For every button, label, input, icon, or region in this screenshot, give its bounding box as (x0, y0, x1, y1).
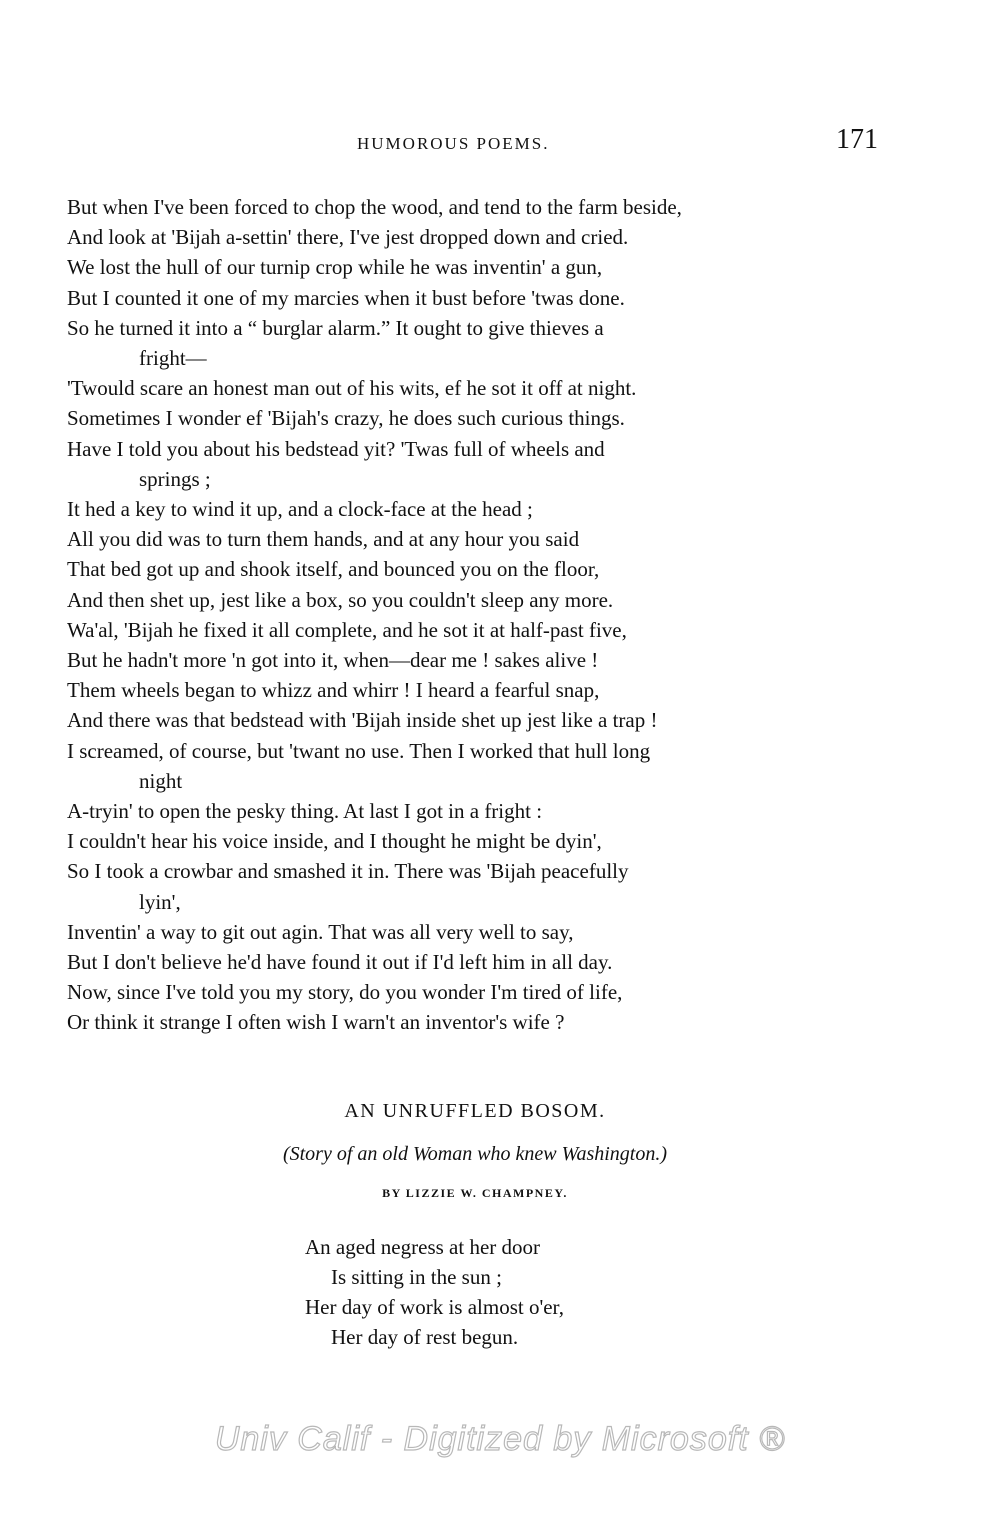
digitization-watermark: Univ Calif - Digitized by Microsoft ® (214, 1420, 786, 1458)
stanza-line: An aged negress at her door (305, 1235, 540, 1259)
verse-line-continuation: night (139, 768, 183, 793)
next-poem (0, 1100, 1000, 1201)
verse-line: I screamed, of course, but 'twant no use. Then I worked that hull long (67, 738, 651, 763)
verse-line: Now, since I've told you my story, do you wonder I'm tired of life, (67, 980, 623, 1005)
verse-line-continuation: fright— (139, 346, 207, 371)
verse-line: But he hadn't more 'n got into it, when—dear me ! sakes alive ! (67, 648, 599, 673)
verse-line: Have I told you about his bedstead yit? 'Twas full of wheels and (67, 436, 605, 461)
verse-line: But I counted it one of my marcies when it bust before 'twas done. (67, 285, 625, 310)
verse-line: It hed a key to wind it up, and a clock-face at the head ; (67, 497, 533, 522)
verse-line: Wa'al, 'Bijah he fixed it all complete, and he sot it at half-past five, (67, 617, 627, 642)
verse-line: A-tryin' to open the pesky thing. At last I got in a fright : (67, 799, 543, 824)
poem-continuation (67, 192, 897, 1038)
verse-line-continuation: lyin', (139, 889, 181, 914)
verse-line: Or think it strange I often wish I warn't an inventor's wife ? (67, 1010, 565, 1035)
verse-line: So he turned it into a “ burglar alarm.” It ought to give thieves a (67, 315, 604, 340)
poem-subtitle: (Story of an old Woman who knew Washington.) (282, 1143, 668, 1165)
verse-line: Sometimes I wonder ef 'Bijah's crazy, he does such curious things. (67, 406, 625, 431)
verse-line: All you did was to turn them hands, and at any hour you said (67, 527, 580, 552)
verse-line: Them wheels began to whizz and whirr ! I heard a fearful snap, (67, 678, 600, 703)
verse-line: I couldn't hear his voice inside, and I thought he might be dyin', (67, 829, 602, 854)
verse-line: Inventin' a way to git out agin. That was all very well to say, (67, 919, 574, 944)
poem-stanza (305, 1232, 564, 1352)
poem-byline: BY LIZZIE W. CHAMPNEY. (382, 1186, 568, 1200)
poem-title: AN UNRUFFLED BOSOM. (344, 1100, 606, 1122)
verse-line: But I don't believe he'd have found it out if I'd left him in all day. (67, 950, 613, 975)
verse-line: That bed got up and shook itself, and bounced you on the floor, (67, 557, 600, 582)
stanza-line: Is sitting in the sun ; (331, 1265, 502, 1289)
stanza-line: Her day of work is almost o'er, (305, 1295, 564, 1319)
verse-line: But when I've been forced to chop the wood, and tend to the farm beside, (67, 195, 682, 219)
verse-line: And then shet up, jest like a box, so you couldn't sleep any more. (67, 587, 614, 612)
verse-line-continuation: springs ; (139, 466, 211, 491)
verse-line: So I took a crowbar and smashed it in. There was 'Bijah peacefully (67, 859, 629, 884)
verse-line: And there was that bedstead with 'Bijah inside shet up jest like a trap ! (67, 708, 658, 733)
stanza-line: Her day of rest begun. (331, 1325, 519, 1349)
page-number: 171 (836, 124, 878, 155)
verse-line: 'Twould scare an honest man out of his wits, ef he sot it off at night. (67, 376, 637, 401)
verse-line: We lost the hull of our turnip crop while he was inventin' a gun, (67, 255, 603, 280)
verse-line: And look at 'Bijah a-settin' there, I've jest dropped down and cried. (67, 225, 629, 250)
running-head: HUMOROUS POEMS. (357, 134, 550, 153)
